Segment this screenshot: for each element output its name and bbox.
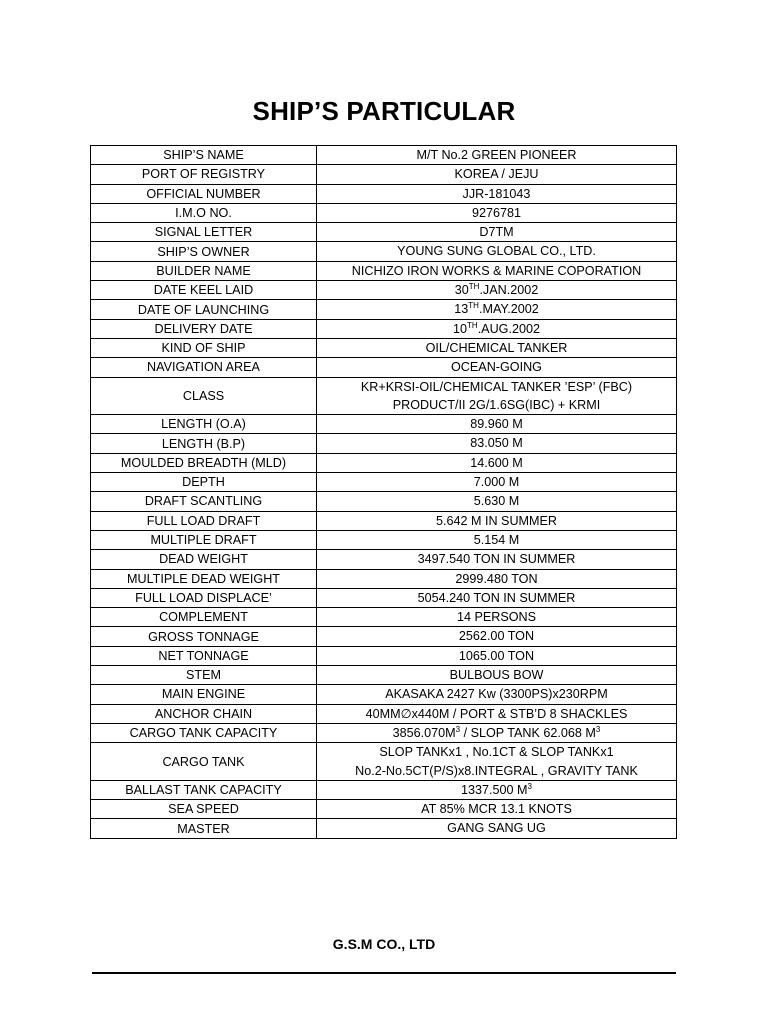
table-row — [91, 492, 677, 511]
row-value-cell — [317, 819, 677, 838]
row-label: CARGO TANK CAPACITY — [91, 723, 317, 742]
table-row — [91, 146, 677, 165]
row-label: DRAFT SCANTLING — [91, 492, 317, 511]
row-label: LENGTH (B.P) — [91, 434, 317, 453]
row-value-cell — [317, 492, 677, 511]
row-label: ANCHOR CHAIN — [91, 704, 317, 723]
table-row — [91, 550, 677, 569]
table-row — [91, 358, 677, 377]
row-value: 5.630 M — [473, 494, 520, 509]
row-value-cell — [317, 184, 677, 203]
row-label: SIGNAL LETTER — [91, 223, 317, 242]
row-label: FULL LOAD DISPLACE’ — [91, 588, 317, 607]
table-row — [91, 184, 677, 203]
row-value: 2999.480 TON — [455, 571, 538, 586]
row-value-cell — [317, 146, 677, 165]
table-row — [91, 685, 677, 704]
row-value-cell — [317, 646, 677, 665]
row-value: 5.642 M IN SUMMER — [435, 513, 558, 528]
row-label: GROSS TONNAGE — [91, 627, 317, 646]
row-value-cell — [317, 743, 677, 781]
row-value-cell — [317, 358, 677, 377]
row-value-cell — [317, 415, 677, 434]
particulars-table-body — [91, 146, 677, 839]
row-value-cell — [317, 319, 677, 338]
row-value-cell — [317, 377, 677, 415]
table-row — [91, 646, 677, 665]
row-value-cell — [317, 780, 677, 799]
row-value: YOUNG SUNG GLOBAL CO., LTD. — [397, 244, 596, 259]
row-value-cell — [317, 627, 677, 646]
row-label: CARGO TANK — [91, 743, 317, 781]
row-value-cell — [317, 434, 677, 453]
row-value: SLOP TANKx1 , No.1CT & SLOP TANKx1 — [379, 745, 614, 760]
row-value: BULBOUS BOW — [449, 668, 544, 683]
row-value: PRODUCT/II 2G/1.6SG(IBC) + KRMI — [392, 397, 601, 412]
row-label: SHIP’S NAME — [91, 146, 317, 165]
row-value-cell — [317, 511, 677, 530]
page-title: SHIP’S PARTICULAR — [252, 96, 516, 126]
table-row — [91, 723, 677, 742]
table-row — [91, 223, 677, 242]
row-value: 1065.00 TON — [458, 648, 535, 663]
row-value-cell — [317, 203, 677, 222]
row-value: 5054.240 TON IN SUMMER — [417, 590, 576, 605]
table-row — [91, 165, 677, 184]
row-value: OCEAN-GOING — [451, 360, 542, 375]
row-value: AT 85% MCR 13.1 KNOTS — [421, 802, 572, 817]
row-label: DELIVERY DATE — [91, 319, 317, 338]
table-row — [91, 434, 677, 453]
row-label: NET TONNAGE — [91, 646, 317, 665]
row-label: LENGTH (O.A) — [91, 415, 317, 434]
row-label: DEAD WEIGHT — [91, 550, 317, 569]
row-value: 89.960 M — [470, 417, 523, 432]
table-row — [91, 415, 677, 434]
row-label: MAIN ENGINE — [91, 685, 317, 704]
table-row — [91, 300, 677, 319]
row-value: 14.600 M — [470, 455, 523, 470]
row-label: FULL LOAD DRAFT — [91, 511, 317, 530]
row-value-cell — [317, 281, 677, 300]
row-value: 13TH.MAY.2002 — [454, 301, 539, 317]
row-label: OFFICIAL NUMBER — [91, 184, 317, 203]
table-row — [91, 473, 677, 492]
row-value: 83.050 M — [470, 436, 523, 451]
row-value: 1337.500 $M^3$ — [461, 781, 532, 797]
row-value-cell — [317, 588, 677, 607]
table-row — [91, 608, 677, 627]
row-value: AKASAKA 2427 Kw (3300PS)x230RPM — [385, 687, 608, 702]
row-value-cell — [317, 530, 677, 549]
table-row — [91, 203, 677, 222]
row-label: NAVIGATION AREA — [91, 358, 317, 377]
row-value: No.2-No.5CT(P/S)x8.INTEGRAL , GRAVITY TANK — [355, 763, 638, 778]
row-value-cell — [317, 723, 677, 742]
row-value-cell — [317, 704, 677, 723]
row-value: 5.154 M — [473, 532, 520, 547]
table-row — [91, 511, 677, 530]
particulars-table — [90, 145, 677, 839]
row-value: KR+KRSI-OIL/CHEMICAL TANKER ’ESP’ (FBC) — [360, 379, 633, 394]
row-value: OIL/CHEMICAL TANKER — [425, 340, 568, 355]
row-label: MULTIPLE DRAFT — [91, 530, 317, 549]
row-value-cell — [317, 685, 677, 704]
row-value-cell — [317, 453, 677, 472]
table-row — [91, 338, 677, 357]
row-value: 30TH.JAN.2002 — [454, 282, 539, 298]
table-row — [91, 704, 677, 723]
row-value: 10TH.AUG.2002 — [453, 320, 540, 336]
row-label: MULTIPLE DEAD WEIGHT — [91, 569, 317, 588]
table-row — [91, 377, 677, 415]
row-value-cell — [317, 608, 677, 627]
row-value: KOREA / JEJU — [454, 167, 539, 182]
row-value-cell — [317, 165, 677, 184]
table-row — [91, 743, 677, 781]
row-label: MOULDED BREADTH (MLD) — [91, 453, 317, 472]
row-value: 40MM∅x440M / PORT & STB’D 8 SHACKLES — [365, 706, 628, 721]
row-value: 2562.00 TON — [458, 629, 535, 644]
signature-line — [92, 972, 676, 974]
row-label: I.M.O NO. — [91, 203, 317, 222]
row-value: JJR-181043 — [462, 186, 531, 201]
table-row — [91, 319, 677, 338]
row-value: 3497.540 TON IN SUMMER — [417, 552, 576, 567]
row-value-cell — [317, 569, 677, 588]
footer-company-name: G.S.M CO., LTD — [332, 936, 436, 952]
row-value: $3856.070M^3$ / SLOP TANK 62.068 $M^3$ — [392, 724, 601, 740]
row-value: 7.000 M — [473, 475, 520, 490]
row-value: D7TM — [479, 225, 514, 240]
table-row — [91, 530, 677, 549]
table-row — [91, 242, 677, 261]
table-row — [91, 800, 677, 819]
row-value-cell — [317, 800, 677, 819]
row-label: PORT OF REGISTRY — [91, 165, 317, 184]
table-row — [91, 780, 677, 799]
row-label: KIND OF SHIP — [91, 338, 317, 357]
row-label: DEPTH — [91, 473, 317, 492]
table-row — [91, 453, 677, 472]
row-label: BALLAST TANK CAPACITY — [91, 780, 317, 799]
row-label: DATE OF LAUNCHING — [91, 300, 317, 319]
table-row — [91, 261, 677, 280]
row-value-cell — [317, 223, 677, 242]
row-value-cell — [317, 338, 677, 357]
table-row — [91, 588, 677, 607]
table-row — [91, 666, 677, 685]
table-row — [91, 281, 677, 300]
row-value-cell — [317, 242, 677, 261]
table-row — [91, 627, 677, 646]
row-value-cell — [317, 261, 677, 280]
row-value: GANG SANG UG — [447, 821, 546, 836]
row-label: SHIP’S OWNER — [91, 242, 317, 261]
row-label: DATE KEEL LAID — [91, 281, 317, 300]
row-value-cell — [317, 550, 677, 569]
row-value: 14 PERSONS — [456, 610, 537, 625]
row-value: 9276781 — [471, 205, 522, 220]
row-label: COMPLEMENT — [91, 608, 317, 627]
row-label: STEM — [91, 666, 317, 685]
row-label: BUILDER NAME — [91, 261, 317, 280]
table-row — [91, 819, 677, 838]
row-value-cell — [317, 300, 677, 319]
row-value-cell — [317, 666, 677, 685]
table-row — [91, 569, 677, 588]
row-label: CLASS — [91, 377, 317, 415]
row-value-cell — [317, 473, 677, 492]
row-value: NICHIZO IRON WORKS & MARINE COPORATION — [351, 263, 642, 278]
row-label: MASTER — [91, 819, 317, 838]
row-value: M/T No.2 GREEN PIONEER — [416, 148, 577, 162]
row-label: SEA SPEED — [91, 800, 317, 819]
